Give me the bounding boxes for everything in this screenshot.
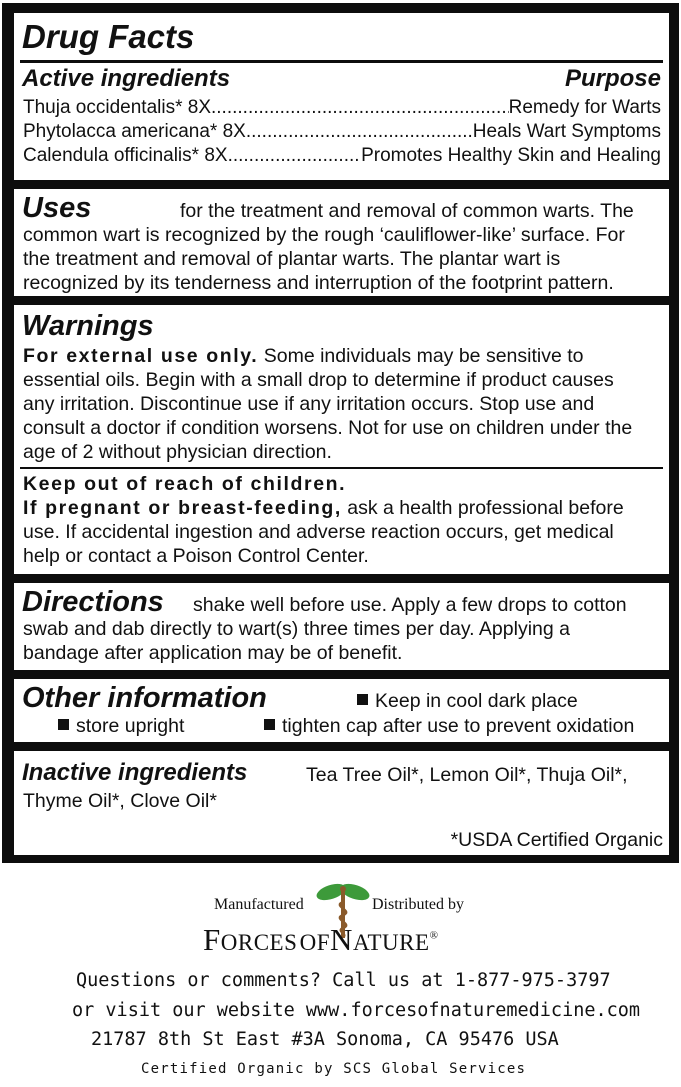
warnings-text-2 <box>23 472 665 568</box>
other-info-item <box>357 689 578 713</box>
other-info-item <box>58 714 184 738</box>
uses-line: recognized by its tenderness and interruption of the footprint pattern. <box>23 272 614 294</box>
warnings-text <box>23 344 665 464</box>
pregnant-line <box>23 496 665 520</box>
ingredient-name: Calendula officinalis* 8X <box>23 145 228 166</box>
brand-word: OF <box>299 930 331 955</box>
warnings-line: essential oils. Begin with a small drop to determine if product causes <box>23 369 614 391</box>
brand-letter: N <box>330 922 353 957</box>
warnings-section <box>14 305 669 574</box>
ingredient-purpose: Promotes Healthy Skin and Healing <box>361 145 661 166</box>
bullet-square-icon <box>357 694 368 705</box>
manufactured-label: Manufactured <box>214 896 304 913</box>
warnings-line: help or contact a Poison Control Center. <box>23 545 369 567</box>
warnings-line: use. If accidental ingestion and adverse reaction occurs, get medical <box>23 521 614 543</box>
uses-line: for the treatment and removal of common warts. The <box>180 200 634 222</box>
contact-phone: Questions or comments? Call us at 1-877-975-3797 <box>76 970 611 991</box>
pregnant-label: If pregnant or breast-feeding, <box>23 497 342 519</box>
ingredient-name: Thuja occidentalis* 8X <box>23 97 211 118</box>
external-use-label: For external use only. <box>23 345 259 367</box>
purpose-heading: Purpose <box>564 65 661 92</box>
bullet-square-icon <box>58 719 69 730</box>
external-use-line <box>23 344 665 368</box>
brand-word: ATURE <box>352 930 430 955</box>
brand-wordmark <box>203 922 438 958</box>
contact-address: 21787 8th St East #3A Sonoma, CA 95476 USA <box>91 1029 559 1050</box>
brand-letter: F <box>203 922 221 957</box>
warnings-line: consult a doctor if condition worsens. Not for use on children under the <box>23 417 633 439</box>
ingredient-row <box>23 120 661 144</box>
warnings-line: age of 2 without physician direction. <box>23 441 332 463</box>
warnings-line: any irritation. Discontinue use if any irritation occurs. Stop use and <box>23 393 595 415</box>
directions-section <box>14 583 669 670</box>
uses-line: common wart is recognized by the rough ‘cauliflower-like’ surface. For <box>23 224 625 246</box>
ingredient-name: Phytolacca americana* 8X <box>23 121 246 142</box>
other-info-item-text: Keep in cool dark place <box>375 690 578 712</box>
directions-line: bandage after application may be of benefit. <box>23 642 403 664</box>
title-rule <box>20 60 663 63</box>
registered-mark: ® <box>429 929 439 942</box>
active-ingredients-section <box>14 13 669 180</box>
ingredient-purpose: Heals Wart Symptoms <box>472 121 661 142</box>
inactive-line: Tea Tree Oil*, Lemon Oil*, Thuja Oil*, <box>306 764 628 786</box>
keep-out-of-reach: Keep out of reach of children. <box>23 473 347 495</box>
ingredient-list <box>23 96 661 168</box>
ingredient-purpose: Remedy for Warts <box>508 97 661 118</box>
uses-heading: Uses <box>22 192 92 224</box>
certified-organic: Certified Organic by SCS Global Services <box>141 1061 527 1077</box>
inactive-ingredients-heading: Inactive ingredients <box>22 759 248 786</box>
distributed-label: Distributed by <box>372 896 464 913</box>
brand-word: ORCES <box>220 930 298 955</box>
directions-line: shake well before use. Apply a few drops to cotton <box>193 594 627 616</box>
external-use-text: Some individuals may be sensitive to <box>258 345 584 367</box>
active-ingredients-heading: Active ingredients <box>22 65 231 92</box>
warnings-heading: Warnings <box>22 310 154 342</box>
usda-footnote: *USDA Certified Organic <box>450 829 663 851</box>
bullet-square-icon <box>264 719 275 730</box>
pregnant-text: ask a health professional before <box>341 497 624 519</box>
directions-text <box>23 593 665 665</box>
other-info-item-text: tighten cap after use to prevent oxidation <box>282 715 635 737</box>
inactive-line: Thyme Oil*, Clove Oil* <box>23 790 217 812</box>
ingredient-row <box>23 96 661 120</box>
drug-facts-title: Drug Facts <box>22 18 195 55</box>
warnings-rule <box>20 467 663 469</box>
ingredient-row <box>23 144 661 168</box>
inactive-ingredients-section <box>14 751 669 855</box>
other-information-section <box>14 679 669 742</box>
directions-line: swab and dab directly to wart(s) three times per day. Applying a <box>23 618 570 640</box>
directions-heading: Directions <box>22 586 164 618</box>
uses-text <box>23 199 665 295</box>
uses-section <box>14 189 669 296</box>
contact-website: or visit our website www.forcesofnaturemedicine.com <box>72 1000 641 1021</box>
drug-facts-panel <box>2 3 679 863</box>
other-info-item-text: store upright <box>76 715 185 737</box>
other-info-item <box>264 714 634 738</box>
other-information-heading: Other information <box>22 682 267 714</box>
uses-line: the treatment and removal of plantar warts. The plantar wart is <box>23 248 561 270</box>
